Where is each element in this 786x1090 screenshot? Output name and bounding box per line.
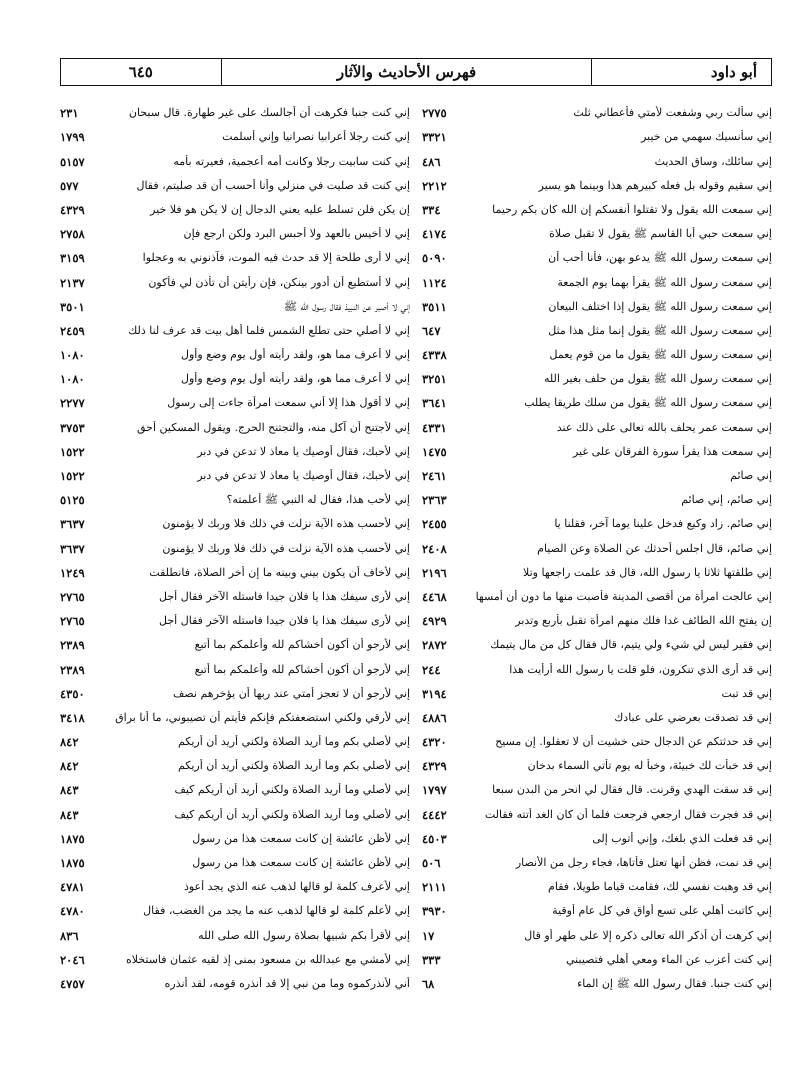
hadith-text: إني كنت قد صليت في منزلي وأنا أحسب أن قد صليتم، فقال	[136, 178, 410, 192]
hadith-number: ٣١٩٤	[422, 686, 447, 701]
index-entry	[60, 507, 410, 531]
hadith-number: ٥٧٧	[60, 178, 79, 193]
index-entry	[60, 894, 410, 918]
hadith-number: ٤٣٢٩	[60, 202, 85, 217]
hadith-number: ٢٤٤	[422, 662, 441, 677]
hadith-text: إني كاتبت أهلي على تسع أواق في كل عام أوقية	[552, 904, 772, 918]
hadith-text: إني سمعت رسول الله ﷺ يقول من سلك طريقا يطلب	[524, 396, 772, 410]
hadith-number: ٣٥١١	[422, 299, 447, 314]
hadith-text: إني لأصلي وما أريد الصلاة ولكني أريد أن أريكم كيف	[174, 807, 410, 821]
hadith-number: ٢٤٠٨	[422, 541, 447, 556]
hadith-text: إني سقيم وقوله بل فعله كبيرهم هذا وبينما هو يسير	[538, 178, 772, 192]
index-entry	[422, 894, 772, 918]
hadith-number: ١٥٢٢	[60, 469, 85, 483]
index-entry	[422, 120, 772, 144]
hadith-text: إني كنت جنبا فكرهت أن أجالسك على غير طهارة. قال سبحان	[128, 106, 410, 120]
index-entry	[60, 628, 410, 652]
hadith-text: إني لا أخيس بالعهد ولا أحبس البرد ولكن ارجع فإن	[183, 227, 410, 241]
hadith-number: ٣٦٣٧	[60, 541, 85, 556]
hadith-text: إني لا أرى طلحة إلا قد حدث فيه الموت، فآذنوني به وعجلوا	[142, 251, 410, 265]
hadith-number: ٨٤٢	[60, 759, 79, 774]
hadith-number: ١٧	[422, 928, 435, 943]
index-entry	[60, 217, 410, 241]
hadith-number: ٢٧٥٨	[60, 227, 85, 242]
hadith-number: ١٠٨٠	[60, 348, 85, 363]
hadith-number: ٣٩٣٠	[422, 904, 447, 919]
hadith-text: إني لا أقول هذا إلا أني سمعت امرأة جاءت إلى رسول	[167, 396, 410, 410]
hadith-number: ١٤٧٥	[422, 444, 447, 459]
hadith-text: إني لأظن عائشة إن كانت سمعت هذا من رسول	[192, 831, 410, 845]
hadith-text: إني سمعت عمر يحلف بالله تعالى على ذلك عند	[556, 420, 772, 434]
hadith-number: ٦٨	[422, 976, 435, 991]
hadith-number: ٤٣٣١	[422, 420, 447, 435]
hadith-number: ٨٣٦	[60, 928, 79, 943]
index-entry	[60, 773, 410, 797]
hadith-number: ٣٢٥١	[422, 372, 447, 387]
index-entry	[422, 870, 772, 894]
hadith-number: ٤٣٢٩	[422, 759, 447, 774]
hadith-text: إني لأخاف أن يكون بيني وبينه ما إن أخر الصلاة، فانطلقت	[149, 565, 410, 579]
index-entry	[422, 652, 772, 676]
index-entry	[60, 846, 410, 870]
hadith-number: ٢٧٦٥	[60, 614, 85, 629]
hadith-number: ١٢٤٩	[60, 565, 85, 580]
hadith-number: ٤٧٨٠	[60, 904, 85, 919]
hadith-number: ٤٤٦٨	[422, 589, 447, 604]
hadith-text: إني لأرجو أن أكون أخشاكم لله وأعلمكم بما أتبع	[194, 662, 410, 676]
index-entry	[422, 943, 772, 967]
index-entry	[422, 483, 772, 507]
index-entry	[422, 822, 772, 846]
hadith-number: ٥٠٦	[422, 856, 441, 870]
index-entry	[422, 338, 772, 362]
index-entry	[422, 193, 772, 217]
index-entry	[422, 362, 772, 386]
hadith-number: ٢٣٨٩	[60, 638, 85, 653]
right-column	[416, 96, 772, 1076]
index-entry	[60, 338, 410, 362]
hadith-text: إني صائم	[730, 469, 772, 482]
hadith-number: ١٨٧٥	[60, 856, 85, 870]
hadith-text: إني كنت أعزب عن الماء ومعي أهلي فتصيبني	[566, 952, 772, 966]
hadith-number: ٨٤٢	[60, 735, 79, 750]
hadith-number: ١١٢٤	[422, 275, 447, 290]
index-entry	[60, 459, 410, 483]
hadith-number: ٤١٧٤	[422, 227, 447, 242]
hadith-text: إني قد وهبت نفسي لك، فقامت قياما طويلا، فقام	[548, 880, 772, 894]
hadith-text: إني لا أستطيع أن أدور بينكن، فإن رأيتن أن تأذن لي فأكون	[148, 275, 410, 289]
hadith-text: إني لا أعرف مما هو، ولقد رأيته أول يوم وضع وأول	[181, 348, 410, 362]
hadith-text: إني لأحب هذا، فقال له النبي ﷺ أعلمته؟	[226, 493, 410, 507]
hadith-number: ٢٤٦١	[422, 469, 447, 483]
index-entry	[422, 556, 772, 580]
hadith-text: إني سمعت رسول الله ﷺ يقرأ بهما يوم الجمعة	[557, 275, 772, 289]
hadith-number: ٢٠٤٦	[60, 952, 85, 967]
hadith-number: ٤٣٣٨	[422, 348, 447, 363]
index-entry	[422, 435, 772, 459]
hadith-text: إني لأحسب هذه الآية نزلت في ذلك فلا وربك لا يؤمنون	[162, 517, 410, 531]
hadith-text: إني قد فعلت الذي بلغك، وإني أتوب إلى	[592, 831, 772, 845]
hadith-number: ٥١٥٧	[60, 154, 85, 169]
index-entry	[422, 386, 772, 410]
hadith-text: إني لأعرف كلمة لو قالها لذهب عنه الذي يجد أعوذ	[183, 880, 410, 894]
hadith-number: ٢٢١٢	[422, 178, 447, 193]
index-entry	[60, 120, 410, 144]
index-entry	[60, 193, 410, 217]
hadith-text: إني لأحسب هذه الآية نزلت في ذلك فلا وربك لا يؤمنون	[162, 541, 410, 555]
hadith-number: ٢٣١	[60, 106, 79, 121]
hadith-text: إني لا أصلي حتى تطلع الشمس فلما أهل بيت قد عرف لنا ذلك	[128, 323, 410, 337]
hadith-text: إني لا أعرف مما هو، ولقد رأيته أول يوم وضع وأول	[181, 372, 410, 386]
index-columns	[60, 96, 772, 1076]
hadith-number: ٣٤١٨	[60, 710, 85, 725]
index-entry	[422, 628, 772, 652]
hadith-number: ٨٤٣	[60, 807, 79, 822]
hadith-text: إني قد أرى الذي تنكرون، فلو قلت يا رسول الله أرأيت هذا	[509, 662, 772, 676]
hadith-number: ٤٣٥٠	[60, 686, 85, 701]
hadith-text: إني لأصلي بكم وما أريد الصلاة ولكني أريد أن أريكم	[177, 735, 410, 749]
hadith-text: إني سألت ربي وشفعت لأمتي فأعطاني ثلث	[573, 106, 772, 120]
hadith-text: إني كرهت أن أذكر الله تعالى ذكره إلا على طهر أو قال	[524, 928, 772, 942]
index-entry	[422, 314, 772, 338]
hadith-text: إني كنت جنبا. فقال رسول الله ﷺ إن الماء	[577, 976, 772, 990]
hadith-text: إن يكن فلن تسلط عليه يعني الدجال إن لا يكن هو فلا خير	[150, 202, 410, 216]
hadith-text: إني سمعت رسول الله ﷺ يقول إذا اختلف البيعان	[548, 299, 772, 313]
hadith-number: ٤٨٦	[422, 154, 441, 169]
hadith-number: ٢٧٦٥	[60, 589, 85, 604]
index-entry	[60, 870, 410, 894]
index-entry	[422, 241, 772, 265]
hadith-number: ١٥٢٢	[60, 444, 85, 459]
hadith-number: ٢٧٧٥	[422, 106, 447, 121]
hadith-number: ٤٨٨٦	[422, 710, 447, 725]
hadith-number: ٣٣٢١	[422, 130, 447, 145]
hadith-text: إني سائلك، وساق الحديث	[654, 154, 772, 168]
index-entry	[422, 507, 772, 531]
hadith-number: ٢١١١	[422, 880, 447, 895]
index-entry	[422, 217, 772, 241]
index-entry	[60, 580, 410, 604]
page-header	[60, 58, 772, 86]
hadith-number: ٤٧٥٧	[60, 976, 85, 991]
index-entry	[422, 144, 772, 168]
index-entry	[60, 483, 410, 507]
book-name: أبو داود	[591, 59, 771, 85]
index-entry	[60, 314, 410, 338]
hadith-text: إني لأظن عائشة إن كانت سمعت هذا من رسول	[192, 856, 410, 869]
hadith-number: ١٠٨٠	[60, 372, 85, 387]
index-entry	[422, 580, 772, 604]
hadith-number: ٢١٣٧	[60, 275, 85, 290]
index-entry	[422, 725, 772, 749]
hadith-number: ٢٣٨٩	[60, 662, 85, 677]
hadith-text: إني كنت رجلا أعرابيا نصرانيا وإني أسلمت	[222, 130, 410, 144]
hadith-number: ٤٣٢٠	[422, 735, 447, 750]
index-entry	[422, 604, 772, 628]
hadith-number: ٤٩٢٩	[422, 614, 447, 629]
hadith-text: إني لأعلم كلمة لو قالها لذهب عنه ما يجد من الغضب، فقال	[143, 904, 410, 918]
index-entry	[422, 169, 772, 193]
hadith-number: ٤٧٨١	[60, 880, 85, 895]
index-entry	[422, 96, 772, 120]
hadith-number: ٣١٥٩	[60, 251, 85, 266]
index-entry	[60, 362, 410, 386]
hadith-number: ٣٣٤	[422, 202, 441, 217]
index-entry	[60, 749, 410, 773]
hadith-number: ١٨٧٥	[60, 831, 85, 846]
hadith-number: ٣٥٠١	[60, 299, 85, 314]
index-entry	[60, 556, 410, 580]
index-entry	[60, 410, 410, 434]
hadith-text: إني لأقرأ بكم شبيها بصلاة رسول الله صلى الله	[198, 928, 410, 942]
index-entry	[60, 943, 410, 967]
index-entry	[60, 918, 410, 942]
hadith-text: إني سأنسيك سهمي من خيبر	[641, 130, 772, 144]
hadith-text: إني لأرجو أن أكون أخشاكم لله وأعلمكم بما أتبع	[194, 638, 410, 652]
hadith-number: ٣٧٥٣	[60, 420, 85, 435]
index-entry	[422, 410, 772, 434]
left-column	[60, 96, 416, 1076]
index-entry	[60, 265, 410, 289]
hadith-text: إني لأرى سيفك هذا يا فلان جيدا فاستله الآخر فقال أجل	[159, 589, 410, 603]
index-entry	[60, 725, 410, 749]
index-entry	[60, 822, 410, 846]
hadith-text: إني سمعت حبي أبا القاسم ﷺ يقول لا تقبل صلاة	[549, 227, 772, 241]
hadith-text: إني سمعت الله يقول ولا تقتلوا أنفسكم إن الله كان بكم رحيما	[492, 202, 772, 216]
index-entry	[422, 265, 772, 289]
index-entry	[60, 652, 410, 676]
hadith-text: إني سمعت رسول الله ﷺ يقول ما من قوم يعمل	[549, 348, 772, 362]
document-page	[60, 58, 772, 1078]
hadith-text: إني سمعت رسول الله ﷺ يدعو بهن، فأنا أحب أن	[548, 251, 772, 265]
hadith-text: إني طلقتها ثلاثا يا رسول الله، قال قد علمت راجعها وتلا	[523, 565, 772, 579]
index-entry	[422, 459, 772, 483]
hadith-text: إني قد سقت الهدي وقرنت. قال فقال لي انحر من البدن سبعا	[492, 783, 772, 797]
hadith-number: ٥١٢٥	[60, 493, 85, 508]
index-entry	[60, 677, 410, 701]
hadith-text: إني لأمشي مع عبدالله بن مسعود بمنى إذ لقيه عثمان فاستخلاه	[125, 952, 410, 966]
hadith-number: ٢٤٥٩	[60, 323, 85, 338]
page-number: ٦٤٥	[128, 63, 153, 81]
hadith-text: إني لأرى سيفك هذا يا فلان جيدا فاستله الآخر فقال أجل	[159, 614, 410, 628]
hadith-text: إني لأحبك، فقال أوصيك يا معاذ لا تدعن في دبر	[197, 469, 410, 482]
index-entry	[60, 241, 410, 265]
hadith-number: ٢٨٧٢	[422, 638, 447, 653]
hadith-number: ٣٦٣٧	[60, 517, 85, 532]
index-entry	[60, 290, 410, 314]
index-entry	[422, 531, 772, 555]
hadith-text: إني عالجت امرأة من أقصى المدينة فأصبت منها ما دون أن أمسها	[475, 589, 772, 603]
index-entry	[60, 797, 410, 821]
hadith-text: إني لا أصبر عن النبيذ فقال رسول الله ﷺ	[283, 299, 410, 313]
index-entry	[422, 918, 772, 942]
index-entry	[60, 169, 410, 193]
hadith-text: إني سمعت رسول الله ﷺ يقول من حلف بغير الله	[544, 372, 772, 386]
index-entry	[60, 604, 410, 628]
hadith-number: ٦٤٧	[422, 323, 441, 338]
hadith-text: إني لأجتنح أن آكل منه، والتجتنح الحرج. ويقول المسكين أحق	[136, 420, 410, 434]
index-entry	[60, 967, 410, 991]
hadith-text: إني قد خبأت لك خبيئة، وخبأ له يوم تأتي السماء بدخان	[527, 759, 772, 773]
index-entry	[60, 701, 410, 725]
hadith-number: ٢٤٥٥	[422, 517, 447, 532]
hadith-number: ٤٥٠٣	[422, 831, 447, 846]
hadith-text: أني لأنذركموه وما من نبي إلا قد أنذره قومه، لقد أنذره	[164, 976, 410, 990]
index-entry	[422, 846, 772, 870]
index-entry	[60, 386, 410, 410]
index-entry	[422, 290, 772, 314]
index-entry	[60, 96, 410, 120]
index-entry	[60, 531, 410, 555]
index-title: فهرس الأحاديث والآثار	[221, 59, 592, 85]
hadith-text: إني لأصلي وما أريد الصلاة ولكني أريد أن أريكم كيف	[174, 783, 410, 797]
hadith-number: ٥٠٩٠	[422, 251, 447, 266]
hadith-number: ٢١٩٦	[422, 565, 447, 580]
hadith-number: ٤٤٤٢	[422, 807, 447, 822]
hadith-text: إني لأرقي ولكني استضعفتكم فإنكم فأيتم أن تصيبوني، ما أنا براق	[115, 710, 410, 724]
hadith-number: ١٧٩٧	[422, 783, 447, 798]
index-entry	[60, 144, 410, 168]
hadith-number: ٣٦٤١	[422, 396, 447, 411]
index-entry	[422, 967, 772, 991]
hadith-text: إني قد تصدقت بعرضي على عبادك	[614, 710, 772, 724]
hadith-text: إني لأحبك، فقال أوصيك يا معاذ لا تدعن في دبر	[197, 444, 410, 458]
hadith-number: ١٧٩٩	[60, 130, 85, 145]
hadith-text: إني قد نمت، فظن أنها تعتل فأتاها، فجاء رجل من الأنصار	[515, 856, 772, 869]
index-entry	[422, 773, 772, 797]
hadith-text: إني سمعت هذا يقرأ سورة الفرقان على غير	[572, 444, 772, 458]
hadith-text: إني قد فجرت فقال ارجعي فرجعت فلما أن كان الغد أتته فقالت	[484, 807, 772, 821]
hadith-text: إني صائم. زاد وكيع فدخل علينا يوما آخر، فقلنا يا	[554, 517, 772, 531]
hadith-text: إني فقير ليس لي شيء ولي يتيم، قال فقال كل من مال يتيمك	[490, 638, 772, 652]
index-entry	[422, 749, 772, 773]
hadith-text: إني صائم، إني صائم	[681, 493, 772, 507]
index-entry	[422, 677, 772, 701]
hadith-text: إني لأرجو أن لا تعجز أمتي عند ربها أن يؤخرهم نصف	[172, 686, 410, 700]
hadith-number: ٢٢٧٧	[60, 396, 85, 411]
hadith-number: ٢٣٦٣	[422, 493, 447, 508]
hadith-text: إن يفتح الله الطائف غدا فلك منهم امرأة تقبل بأربع وتدبر	[515, 614, 772, 628]
hadith-text: إني قد تبت	[721, 686, 772, 700]
hadith-text: إني سمعت رسول الله ﷺ يقول إنما مثل هذا مثل	[548, 323, 772, 337]
hadith-text: إني لأصلي بكم وما أريد الصلاة ولكني أريد أن أريكم	[177, 759, 410, 773]
hadith-number: ٨٤٣	[60, 783, 79, 798]
hadith-text: إني قد حدثتكم عن الدجال حتى خشيت أن لا تعقلوا. إن مسيح	[495, 735, 772, 749]
index-entry	[422, 797, 772, 821]
index-entry	[60, 435, 410, 459]
hadith-text: إني صائم، قال اجلس أحدثك عن الصلاة وعن الصيام	[537, 541, 772, 555]
hadith-text: إني كنت سابيت رجلا وكانت أمه أعجمية، فعيرته بأمه	[173, 154, 410, 168]
index-entry	[422, 701, 772, 725]
hadith-number: ٣٣٣	[422, 952, 441, 967]
